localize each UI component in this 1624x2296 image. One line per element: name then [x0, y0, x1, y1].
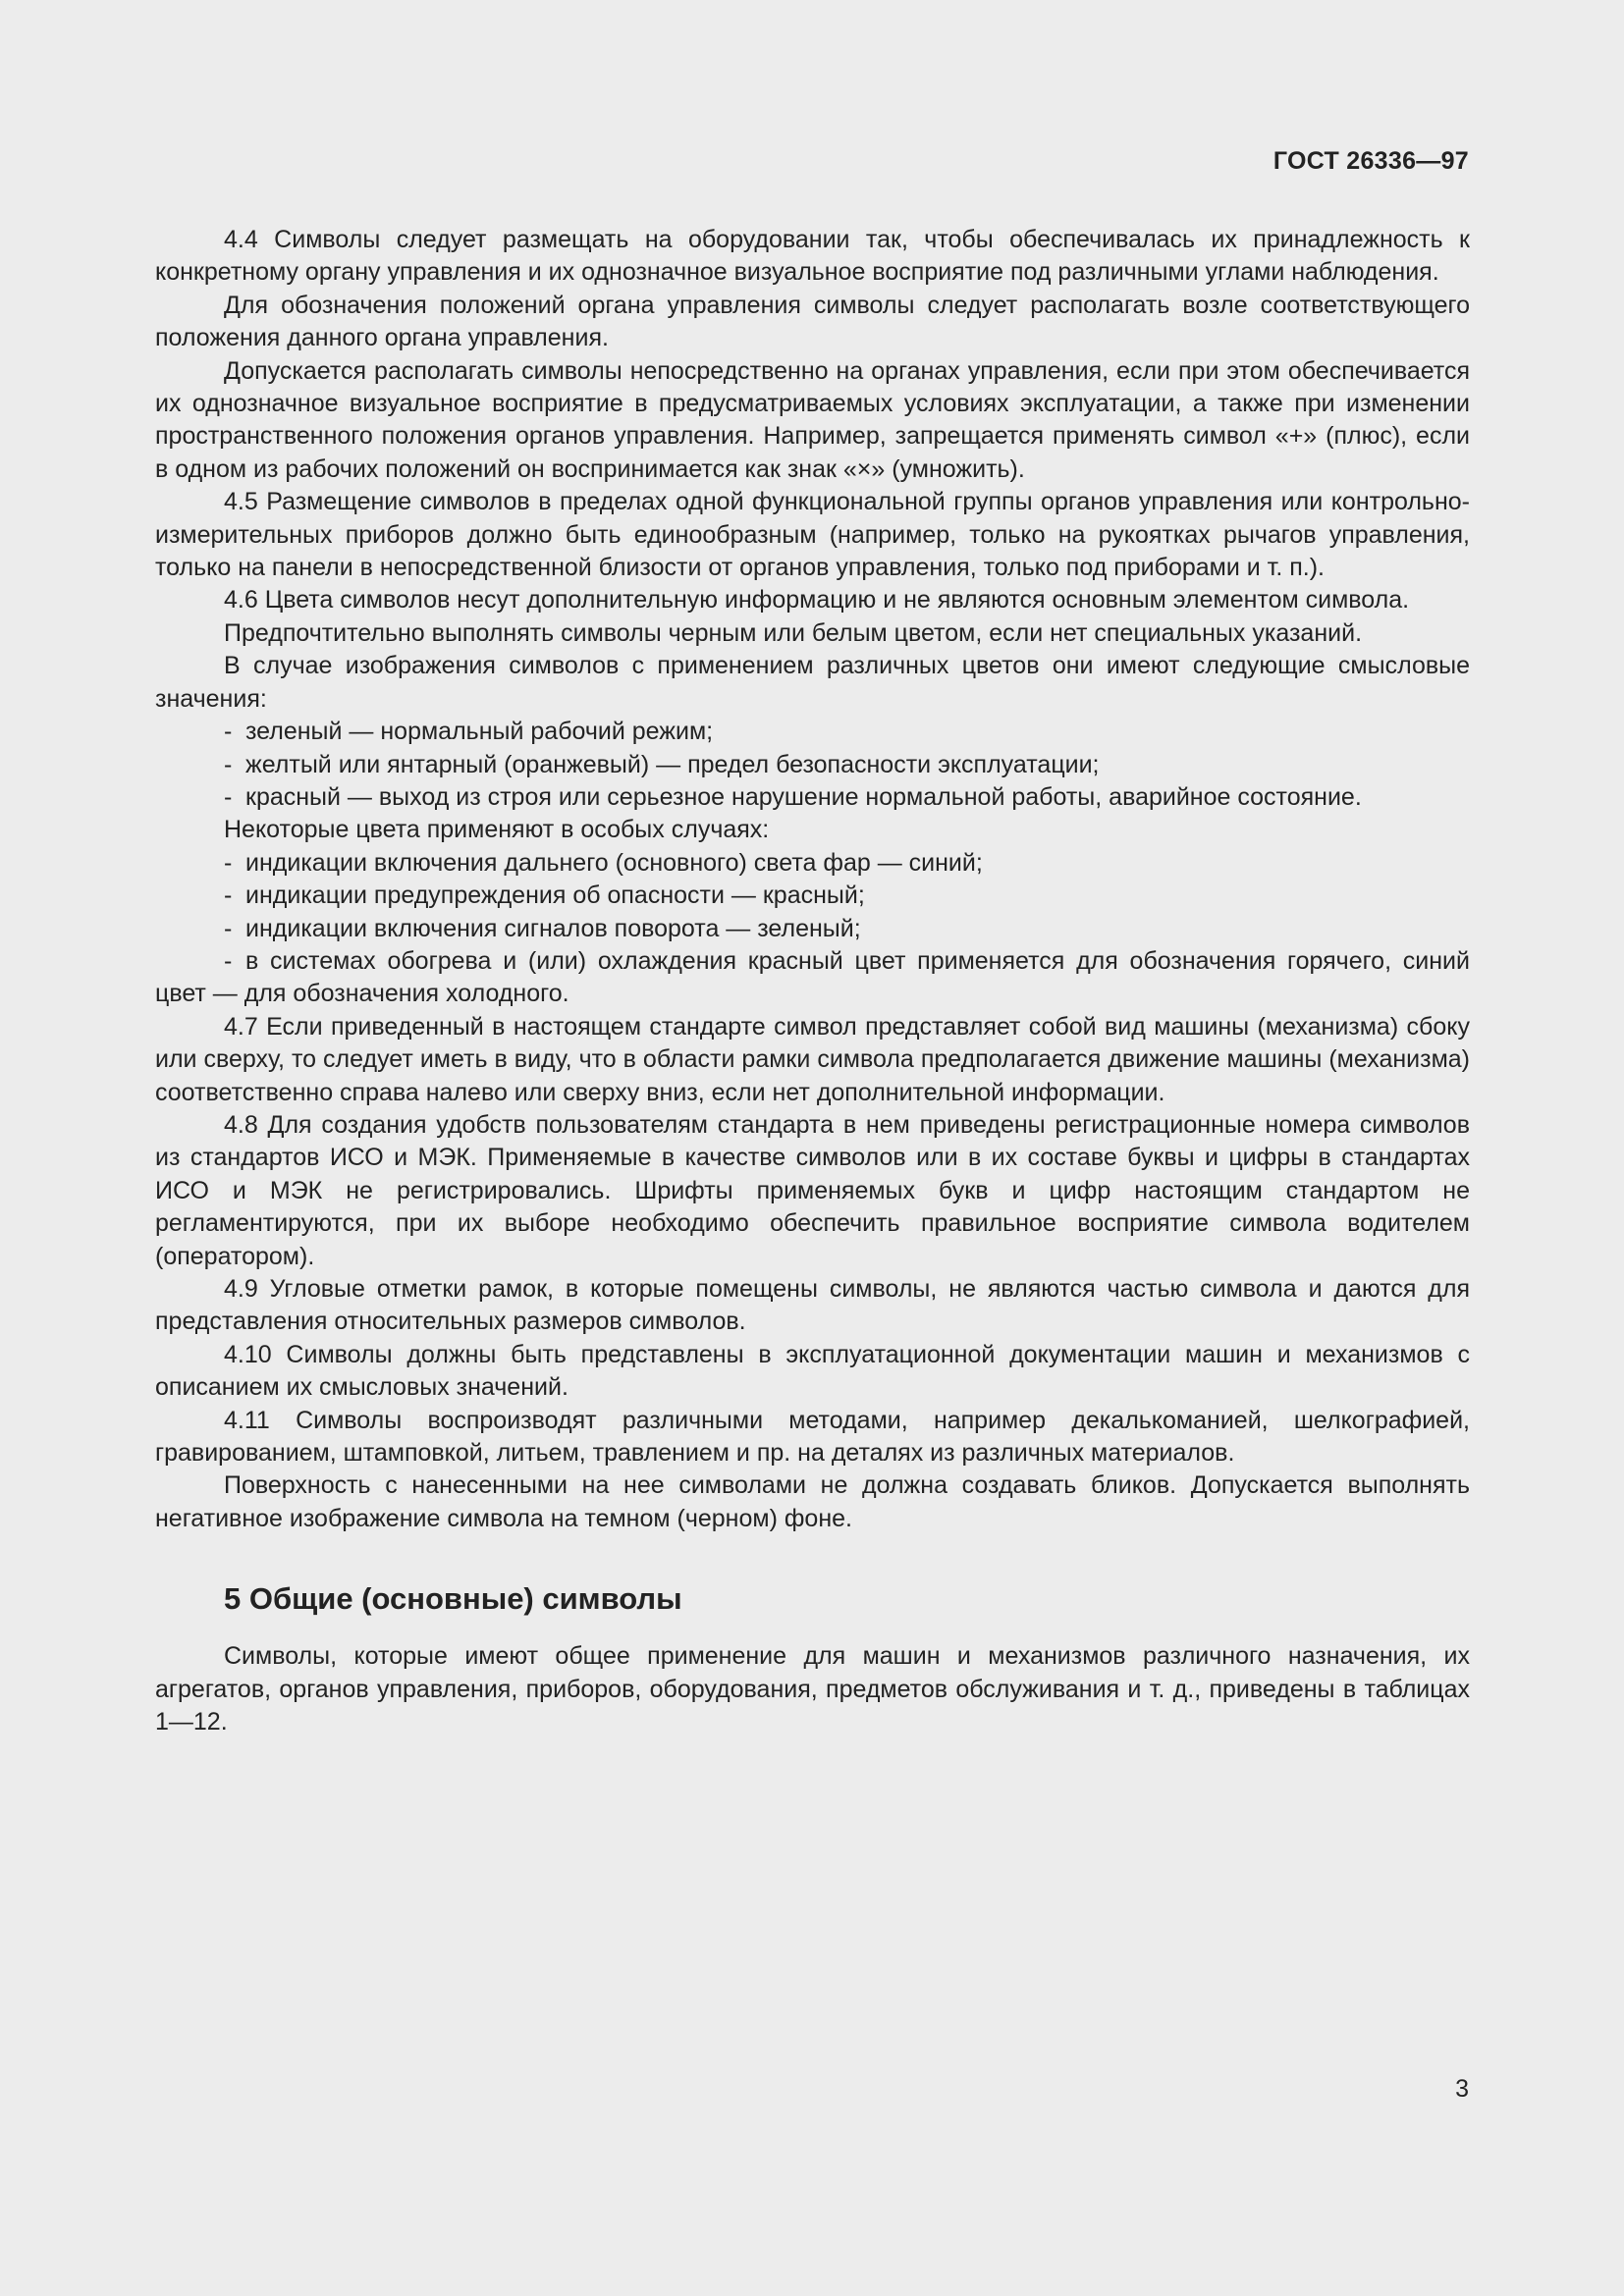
- list-item-yellow: [155, 749, 1470, 781]
- list-dash: -: [224, 718, 233, 746]
- page-number: 3: [1455, 2075, 1469, 2103]
- list-item-text: индикации включения сигналов поворота — зеленый;: [245, 914, 861, 942]
- list-item-text: в системах обогрева и (или) охлаждения красный цвет применяется для обозначения горячего, синий цвет — для обозначения холодного.: [155, 946, 1470, 1008]
- list-item-text: индикации включения дальнего (основного) света фар — синий;: [245, 848, 983, 877]
- document-designation: ГОСТ 26336—97: [1272, 147, 1469, 175]
- page-body: [155, 224, 1470, 1738]
- paragraph-position-marks: Для обозначения положений органа управления символы следует располагать возле соответствующего положения данного органа управления.: [155, 291, 1470, 352]
- section-5-heading: 5 Общие (основные) символы: [224, 1581, 682, 1617]
- paragraph-4-6: 4.6 Цвета символов несут дополнительную информацию и не являются основным элементом символа.: [224, 586, 1410, 614]
- list-dash: -: [224, 750, 233, 778]
- paragraph-4-5: 4.5 Размещение символов в пределах одной функциональной группы органов управления или контрольно-измерительных приборов должно быть единообразным (например, только на рукоятках рычагов управления, только на панели в непосредственной близости от органов управления, только под приборами и т. п.).: [155, 488, 1470, 582]
- paragraph-4-9: 4.9 Угловые отметки рамок, в которые помещены символы, не являются частью символа и даются для представления относительных размеров символов.: [155, 1275, 1470, 1336]
- list-item-turn-signals: [155, 913, 1470, 945]
- list-item-green: [155, 716, 1470, 748]
- list-item-danger: [155, 880, 1470, 912]
- paragraph-4-11: 4.11 Символы воспроизводят различными методами, например декалькоманией, шелкографией, гравированием, штамповкой, литьем, травлением и пр. на деталях из различных материалов.: [155, 1406, 1470, 1468]
- list-item-red: [155, 781, 1470, 814]
- list-item-text: желтый или янтарный (оранжевый) — предел безопасности эксплуатации;: [245, 750, 1100, 778]
- list-dash: -: [224, 914, 233, 942]
- section-5-text: Символы, которые имеют общее применение для машин и механизмов различного назначения, их агрегатов, органов управления, приборов, оборудования, предметов обслуживания и т. д., приведены в таблицах 1—12.: [155, 1642, 1470, 1736]
- paragraph-special-cases-intro: Некоторые цвета применяют в особых случаях:: [224, 816, 770, 844]
- paragraph-surface-glare: Поверхность с нанесенными на нее символами не должна создавать бликов. Допускается выполнять негативное изображение символа на темном (черном) фоне.: [155, 1471, 1470, 1532]
- list-item-high-beam: [155, 847, 1470, 880]
- list-dash: -: [224, 848, 233, 877]
- paragraph-4-7: 4.7 Если приведенный в настоящем стандарте символ представляет собой вид машины (механизма) сбоку или сверху, то следует иметь в виду, что в области рамки символа предполагается движение машины (механизма) соответственно справа налево или сверху вниз, если нет дополнительной информации.: [155, 1012, 1470, 1106]
- list-item-text: индикации предупреждения об опасности — красный;: [245, 881, 865, 910]
- paragraph-preferred-colors: Предпочтительно выполнять символы черным или белым цветом, если нет специальных указаний.: [224, 618, 1363, 647]
- list-item-heating-cooling: [155, 945, 1470, 1011]
- paragraph-4-10: 4.10 Символы должны быть представлены в эксплуатационной документации машин и механизмов с описанием их смысловых значений.: [155, 1340, 1470, 1402]
- paragraph-on-controls: Допускается располагать символы непосредственно на органах управления, если при этом обеспечивается их однозначное визуальное восприятие в предусматриваемых условиях эксплуатации, а также при изменении пространственного положения органов управления. Например, запрещается применять символ «+» (плюс), если в одном из рабочих положений он воспринимается как знак «×» (умножить).: [155, 356, 1470, 483]
- list-item-text: зеленый — нормальный рабочий режим;: [245, 718, 714, 746]
- paragraph-color-meanings-intro: В случае изображения символов с применением различных цветов они имеют следующие смысловые значения:: [155, 652, 1470, 713]
- list-item-text: красный — выход из строя или серьезное нарушение нормальной работы, аварийное состояние.: [245, 782, 1362, 811]
- paragraph-4-4: 4.4 Символы следует размещать на оборудовании так, чтобы обеспечивалась их принадлежность к конкретному органу управления и их однозначное визуальное восприятие под различными углами наблюдения.: [155, 226, 1470, 287]
- list-dash: -: [224, 946, 233, 975]
- list-dash: -: [224, 782, 233, 811]
- list-dash: -: [224, 881, 233, 910]
- paragraph-4-8: 4.8 Для создания удобств пользователям стандарта в нем приведены регистрационные номера символов из стандартов ИСО и МЭК. Применяемые в качестве символов или в их составе буквы и цифры в стандартах ИСО и МЭК не регистрировались. Шрифты применяемых букв и цифр настоящим стандартом не регламентируются, при их выборе необходимо обеспечить правильное восприятие символа водителем (оператором).: [155, 1110, 1470, 1270]
